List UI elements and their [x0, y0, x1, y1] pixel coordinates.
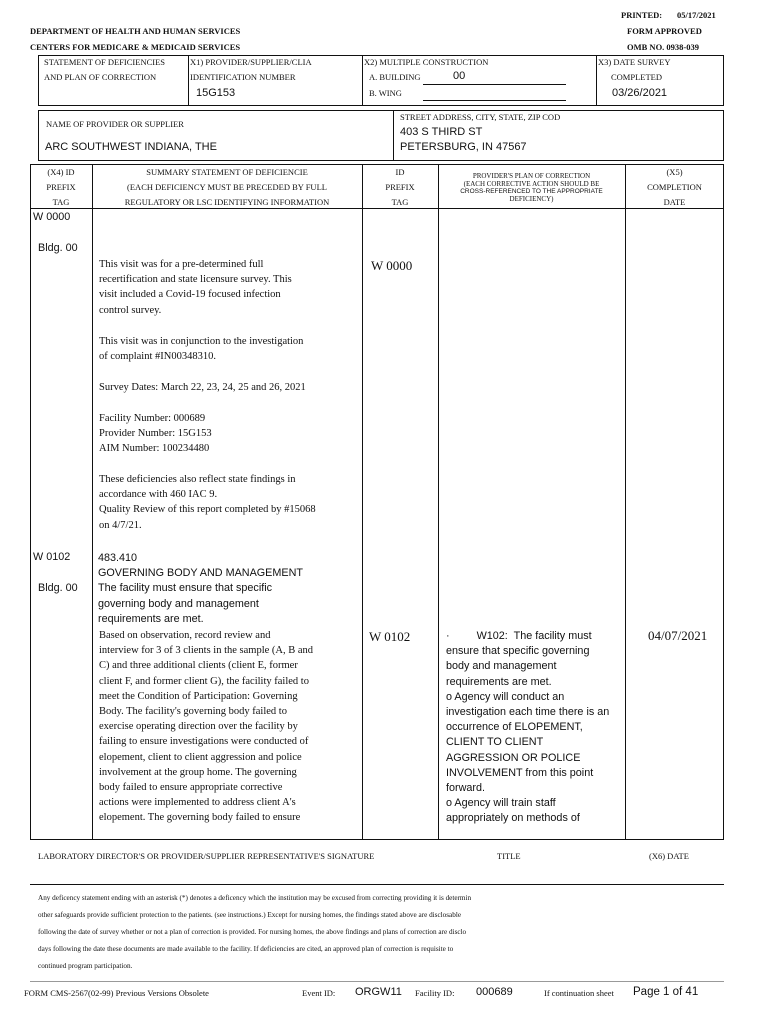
printed-label: PRINTED: [621, 10, 663, 20]
x2-label: X2) MULTIPLE CONSTRUCTION [364, 57, 489, 67]
facility-id-label: Facility ID: [415, 988, 455, 998]
statement-label-2: AND PLAN OF CORRECTION [44, 72, 157, 82]
plan-header-2: (EACH CORRECTIVE ACTION SHOULD BE [463, 180, 600, 188]
summary-header-1: SUMMARY STATEMENT OF DEFICIENCIE [146, 167, 308, 177]
disclaimer: Any deficency statement ending with an asterisk (*) denotes a deficency which the institution may be excused from correcting providing it is determin other safeguards provide sufficient protection to the patients. (see instructions.) Except for nursing homes, the findings stated above are disclosable following the date of survey whether or not a plan of correction is provided. For nursing homes, the above findings and plans of correction are disclo days following the date these documents are made available to the facility. If deficiencies are cited, an approved plan of correction is requisite to continued program participation. [38, 894, 472, 970]
title-label: TITLE [497, 851, 521, 861]
summary-paragraph: These deficiencies also reflect state findings in accordance with 460 IAC 9. Quality Review of this report completed by #15068 on 4/7/21. [99, 474, 316, 531]
summary-paragraph: This visit was for a pre-determined full recertification and state licensure survey. This visit included a Covid-19 focused infection control survey. [99, 259, 292, 316]
id-tag-w0102: W 0102 [369, 629, 411, 644]
id-header-3: TAG [391, 197, 409, 207]
form-approved: FORM APPROVED [627, 26, 702, 36]
provider-number: 15G153 [196, 87, 236, 99]
summary-header-3: REGULATORY OR LSC IDENTIFYING INFORMATION [124, 197, 330, 207]
event-id-label: Event ID: [302, 988, 336, 998]
regulation-heading: 483.410 GOVERNING BODY AND MANAGEMENT The facility must ensure that specific governing body and management requirements are met. [98, 552, 303, 625]
summary-header-2: (EACH DEFICIENCY MUST BE PRECEDED BY FULL [127, 182, 327, 192]
building-label: A. BUILDING [369, 72, 421, 82]
building-value: 00 [453, 70, 466, 82]
provider-box [38, 110, 724, 161]
plan-header-1: PROVIDER'S PLAN OF CORRECTION [472, 172, 591, 180]
continuation-label: If continuation sheet [544, 988, 614, 998]
statement-label-1: STATEMENT OF DEFICIENCIES [44, 57, 166, 67]
address-label: STREET ADDRESS, CITY, STATE, ZIP COD [400, 112, 561, 122]
tag-w0102: W 0102 [33, 551, 71, 563]
form-number: FORM CMS-2567(02-99) Previous Versions Obsolete [24, 988, 209, 998]
id-tag-w0000: W 0000 [371, 258, 413, 273]
plan-header-3: CROSS-REFERENCED TO THE APPROPRIATE [460, 188, 603, 195]
department-name: DEPARTMENT OF HEALTH AND HUMAN SERVICES [30, 26, 241, 36]
summary-paragraph: Facility Number: 000689 Provider Number: 15G153 AIM Number: 100234480 [99, 413, 212, 455]
address-line-2: PETERSBURG, IN 47567 [400, 141, 527, 153]
x3-label-2: COMPLETED [611, 72, 662, 82]
x4-header-3: TAG [52, 197, 70, 207]
x1-label-2: IDENTIFICATION NUMBER [190, 72, 296, 82]
x1-label-1: X1) PROVIDER/SUPPLIER/CLIA [190, 57, 312, 67]
wing-label: B. WING [369, 88, 402, 98]
bldg-w0102: Bldg. 00 [38, 582, 78, 594]
event-id: ORGW11 [355, 986, 402, 998]
bldg-w0000: Bldg. 00 [38, 242, 78, 254]
omb-number: OMB NO. 0938-039 [627, 42, 700, 52]
plan-of-correction: · W102: The facility must ensure that specific governing body and management requirements are met. o Agency will conduct an investigation each time there is an occurrence of ELOPEMENT, CLIENT TO CLIENT AGGRESSION OR POLICE INVOLVEMENT from this point forward. o Agency will train staff appropriately on methods of [446, 630, 610, 825]
centers-name: CENTERS FOR MEDICARE & MEDICAID SERVICES [30, 42, 241, 52]
id-header-2: PREFIX [385, 182, 415, 192]
survey-date: 03/26/2021 [612, 87, 668, 99]
x5-header-2: COMPLETION [647, 182, 702, 192]
signature-label: LABORATORY DIRECTOR'S OR PROVIDER/SUPPLIER REPRESENTATIVE'S SIGNATURE [38, 851, 375, 861]
x4-header-1: (X4) ID [47, 167, 75, 177]
facility-id: 000689 [476, 986, 513, 998]
x6-date-label: (X6) DATE [649, 851, 689, 861]
summary-paragraph: Survey Dates: March 22, 23, 24, 25 and 26, 2021 [99, 382, 306, 393]
x5-header-3: DATE [663, 197, 686, 207]
printed-date: 05/17/2021 [677, 10, 716, 20]
tag-w0000: W 0000 [33, 211, 71, 223]
x3-label-1: X3) DATE SURVEY [598, 57, 671, 67]
provider-name: ARC SOUTHWEST INDIANA, THE [45, 141, 217, 153]
id-header-1: ID [395, 167, 405, 177]
x5-header-1: (X5) [666, 167, 683, 177]
completion-date: 04/07/2021 [648, 628, 708, 643]
provider-name-label: NAME OF PROVIDER OR SUPPLIER [46, 119, 184, 129]
summary-paragraph: This visit was in conjunction to the investigation of complaint #IN00348310. [99, 336, 304, 363]
x4-header-2: PREFIX [46, 182, 76, 192]
findings-paragraph: Based on observation, record review and interview for 3 of 3 clients in the sample (A, B and C) and three additional clients (client E, former client F, and former client G), the facility failed to meet the Condition of Participation: Governing Body. The facility's governing body failed to exercise operating direction over the facility by failing to ensure investigations were conducted of elopement, client to client aggression and police involvement at the group home. The governing body failed to ensure appropriate corrective actions were implemented to address client A's elopement. The governing body failed to ensure [99, 630, 314, 824]
plan-header-4: DEFICIENCY) [509, 195, 554, 203]
page-number: Page 1 of 41 [633, 986, 699, 998]
address-line-1: 403 S THIRD ST [400, 126, 483, 138]
